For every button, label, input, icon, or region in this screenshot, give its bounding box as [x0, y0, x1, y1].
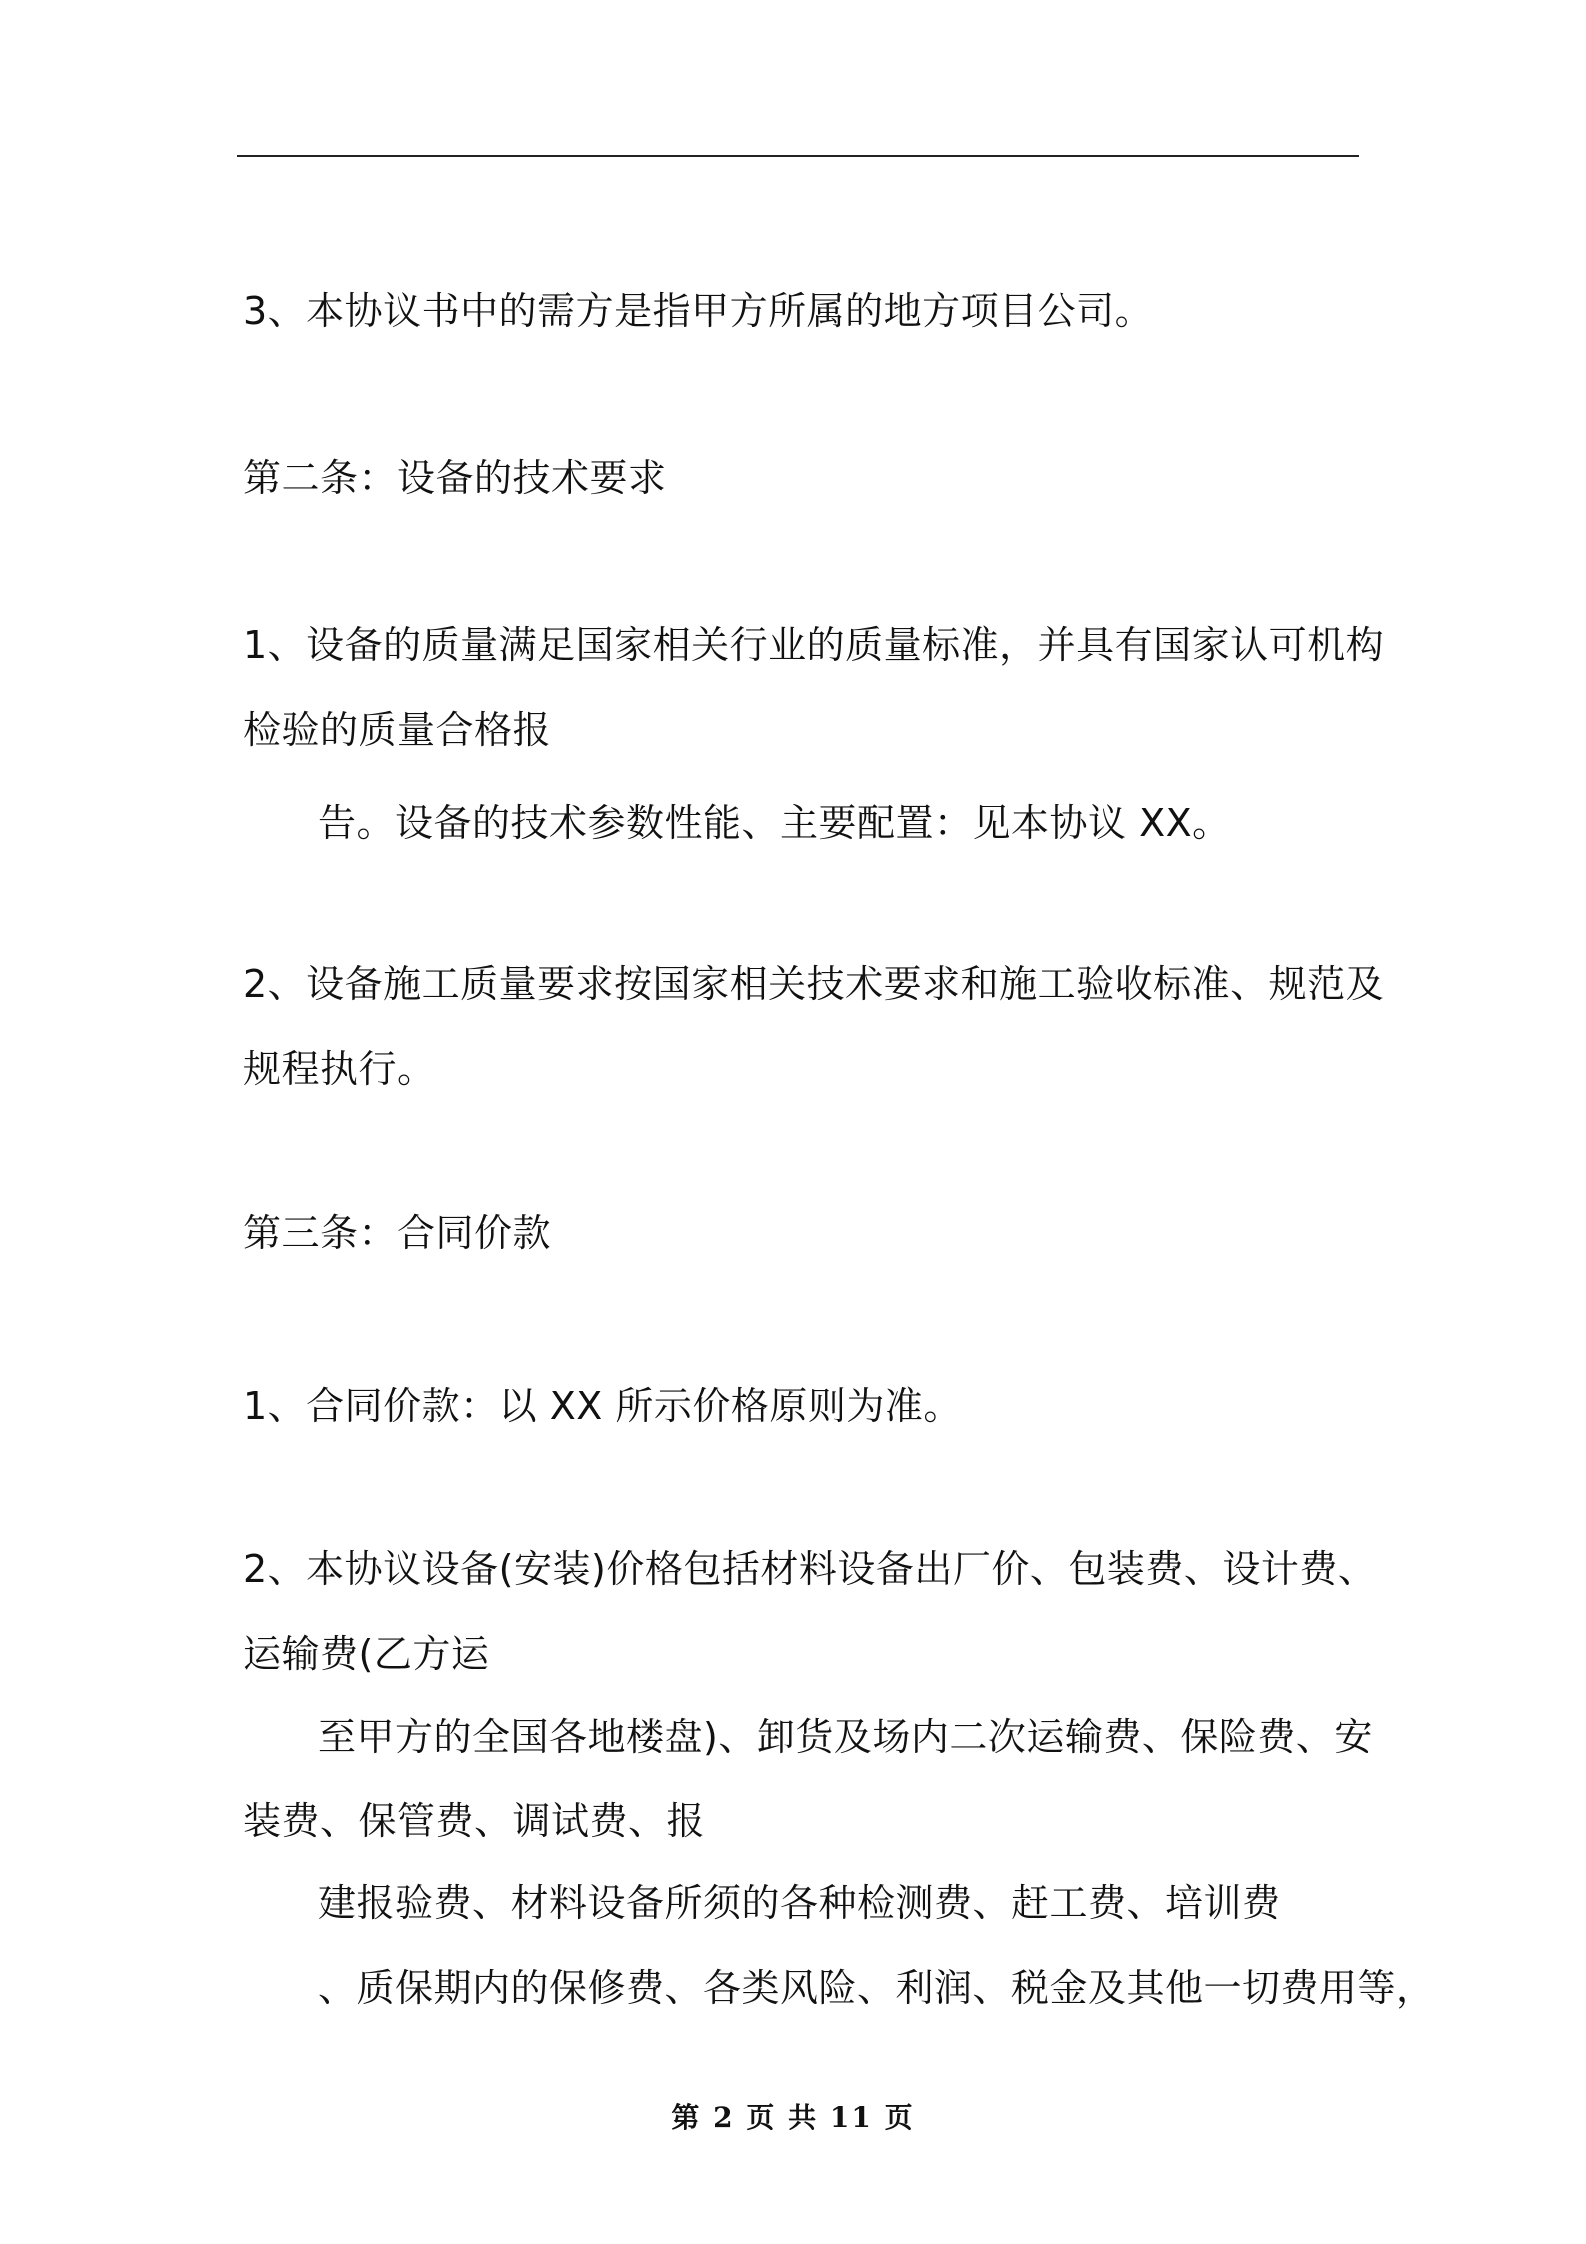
article-2-item-1-line-3: 告。设备的技术参数性能、主要配置：见本协议 XX。	[318, 801, 1231, 845]
article-2-item-1-line-2: 检验的质量合格报	[243, 708, 552, 752]
header-rule	[237, 155, 1359, 157]
article-2-item-1-line-1: 1、设备的质量满足国家相关行业的质量标准，并具有国家认可机构	[243, 623, 1385, 667]
current-page-number: 2	[713, 2101, 735, 2134]
article-3-item-2-line-1: 2、本协议设备(安装)价格包括材料设备出厂价、包装费、设计费、	[243, 1547, 1377, 1591]
article-3-item-2-line-5: 建报验费、材料设备所须的各种检测费、赶工费、培训费	[318, 1881, 1281, 1925]
article-3-item-1: 1、合同价款：以 XX 所示价格原则为准。	[243, 1384, 962, 1428]
section-heading-article-3: 第三条：合同价款	[243, 1211, 552, 1255]
article-3-item-2-line-4: 装费、保管费、调试费、报	[243, 1799, 706, 1843]
article-3-item-2-line-2: 运输费(乙方运	[243, 1632, 490, 1676]
article-2-item-2-line-1: 2、设备施工质量要求按国家相关技术要求和施工验收标准、规范及	[243, 962, 1385, 1006]
article-3-item-2-line-6: 、质保期内的保修费、各类风险、利润、税金及其他一切费用等，	[318, 1966, 1435, 2010]
section-heading-article-2: 第二条：设备的技术要求	[243, 456, 667, 500]
total-pages-number: 11	[829, 2101, 873, 2134]
article-3-item-2-line-3: 至甲方的全国各地楼盘)、卸货及场内二次运输费、保险费、安	[318, 1715, 1373, 1759]
article-2-item-2-line-2: 规程执行。	[243, 1047, 436, 1091]
page-label-suffix: 页	[884, 2101, 915, 2134]
page-label-prefix: 第	[671, 2101, 702, 2134]
page-label-mid: 页 共	[746, 2101, 819, 2134]
clause-1-item-3: 3、本协议书中的需方是指甲方所属的地方项目公司。	[243, 289, 1154, 333]
page-number-footer	[0, 2101, 1586, 2135]
